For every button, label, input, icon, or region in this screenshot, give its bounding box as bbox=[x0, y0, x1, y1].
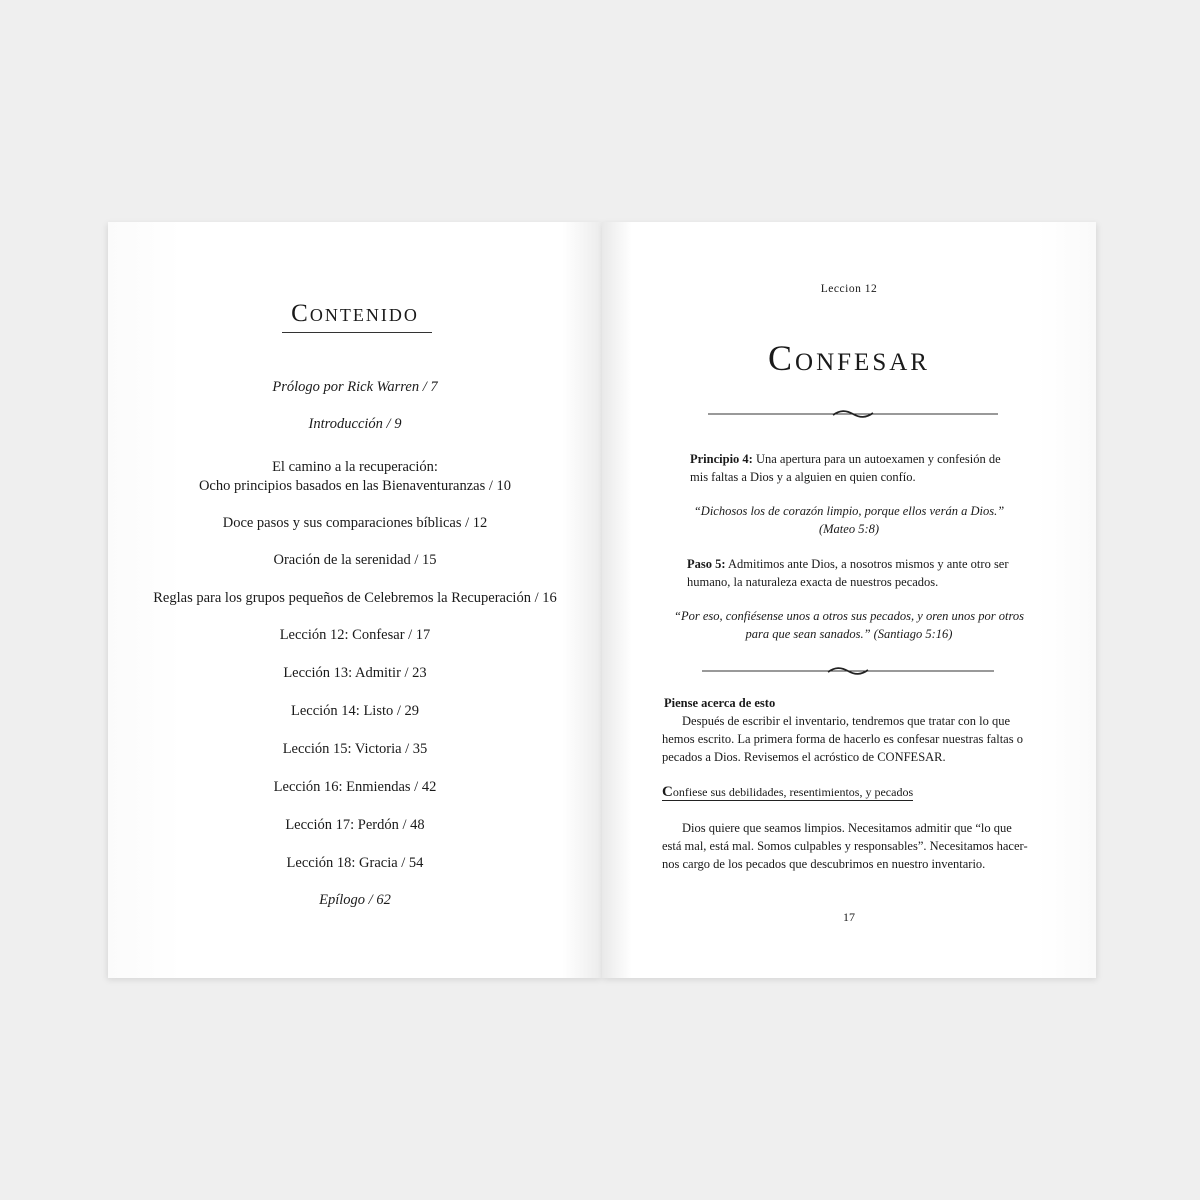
paragraph-intro bbox=[662, 712, 1048, 766]
toc-entry-label: Oración de la serenidad / 15 bbox=[273, 552, 437, 568]
quote-santiago-line1: “Por eso, confiésense unos a otros sus pecados, y oren unos por otros bbox=[674, 609, 1024, 623]
para1-line3: pecados a Dios. Revisemos el acróstico de CONFESAR. bbox=[662, 750, 946, 764]
toc-entry-label: Prólogo por Rick Warren / 7 bbox=[272, 379, 438, 395]
para2-line2: está mal, está mal. Somos culpables y responsables”. Necesitamos hacer- bbox=[662, 839, 1028, 853]
toc-entry-leccion-15[interactable] bbox=[108, 740, 602, 759]
toc-entry-leccion-14[interactable] bbox=[108, 702, 602, 721]
toc-entry-reglas[interactable] bbox=[108, 589, 602, 608]
title-underline bbox=[282, 332, 432, 333]
chapter-title: Confesar bbox=[768, 338, 930, 378]
toc-entry-leccion-17[interactable] bbox=[108, 816, 602, 835]
quote-santiago bbox=[662, 607, 1036, 643]
left-page bbox=[108, 222, 602, 978]
toc-entry-doce-pasos[interactable] bbox=[108, 514, 602, 533]
right-page bbox=[602, 222, 1096, 978]
page-number: 17 bbox=[843, 910, 855, 924]
contents-title-text: Contenido bbox=[291, 300, 419, 327]
paragraph-dios bbox=[662, 819, 1052, 873]
toc-entry-camino[interactable] bbox=[108, 458, 602, 496]
quote-mateo bbox=[662, 502, 1036, 538]
toc-entry-introduccion[interactable] bbox=[108, 415, 602, 434]
quote-mateo-line2: (Mateo 5:8) bbox=[818, 522, 880, 536]
quote-santiago-line2: para que sean sanados.” (Santiago 5:16) bbox=[745, 627, 953, 641]
quote-mateo-line1: “Dichosos los de corazón limpio, porque ellos verán a Dios.” bbox=[693, 504, 1005, 518]
toc-entry-label: Lección 13: Admitir / 23 bbox=[283, 665, 427, 681]
step-label: Paso 5: bbox=[687, 557, 726, 571]
contents-title bbox=[108, 300, 602, 328]
para1-line2: hemos escrito. La primera forma de hacerlo es confesar nuestras faltas o bbox=[662, 732, 1023, 746]
toc-entry-oracion[interactable] bbox=[108, 551, 602, 570]
subheading-initial: C bbox=[662, 784, 673, 800]
subheading-text: onfiese sus debilidades, resentimientos, y pecados bbox=[672, 785, 914, 799]
toc-entry-prologo[interactable] bbox=[108, 378, 602, 397]
step-text-line1: Admitimos ante Dios, a nosotros mismos y ante otro ser bbox=[727, 557, 1009, 571]
toc-entry-label: Lección 15: Victoria / 35 bbox=[282, 741, 428, 757]
toc-entry-label: Lección 17: Perdón / 48 bbox=[285, 817, 425, 833]
subheading-confiese bbox=[662, 783, 913, 801]
toc-entry-leccion-18[interactable] bbox=[108, 854, 602, 873]
toc-entry-label: Epílogo / 62 bbox=[319, 892, 391, 908]
para2-line1: Dios quiere que seamos limpios. Necesitamos admitir que “lo que bbox=[682, 821, 1012, 835]
flourish-divider-icon bbox=[708, 408, 998, 420]
toc-entry-label-line2: Ocho principios basados en las Bienaventuranzas / 10 bbox=[198, 478, 512, 494]
toc-entry-epilogo[interactable] bbox=[108, 891, 602, 910]
toc-entry-label: Reglas para los grupos pequeños de Celebremos la Recuperación / 16 bbox=[153, 590, 557, 606]
principle-block bbox=[690, 450, 1030, 486]
section-heading: Piense acerca de esto bbox=[664, 696, 776, 710]
principle-text-line2: mis faltas a Dios y a alguien en quien confío. bbox=[690, 470, 916, 484]
step-text-line2: humano, la naturaleza exacta de nuestros pecados. bbox=[687, 575, 939, 589]
toc-entry-leccion-12[interactable] bbox=[108, 626, 602, 645]
open-book bbox=[108, 222, 1096, 978]
toc-entry-label: Introducción / 9 bbox=[308, 416, 402, 432]
principle-text-line1: Una apertura para un autoexamen y confesión de bbox=[755, 452, 1001, 466]
flourish-divider-icon bbox=[702, 665, 994, 677]
toc-entry-label: El camino a la recuperación: bbox=[272, 459, 438, 475]
principle-label: Principio 4: bbox=[690, 452, 753, 466]
toc-entry-label: Lección 18: Gracia / 54 bbox=[286, 855, 424, 871]
para1-line1: Después de escribir el inventario, tendremos que tratar con lo que bbox=[682, 714, 1011, 728]
toc-entry-label: Lección 14: Listo / 29 bbox=[290, 703, 420, 719]
toc-entry-leccion-16[interactable] bbox=[108, 778, 602, 797]
step-block bbox=[687, 555, 1037, 591]
running-head: Leccion 12 bbox=[820, 283, 878, 295]
toc-entry-leccion-13[interactable] bbox=[108, 664, 602, 683]
toc-entry-label: Lección 12: Confesar / 17 bbox=[279, 627, 431, 643]
para2-line3: nos cargo de los pecados que descubrimos en nuestro inventario. bbox=[662, 857, 986, 871]
toc-entry-label: Lección 16: Enmiendas / 42 bbox=[273, 779, 437, 795]
toc-entry-label: Doce pasos y sus comparaciones bíblicas / 12 bbox=[222, 515, 488, 531]
